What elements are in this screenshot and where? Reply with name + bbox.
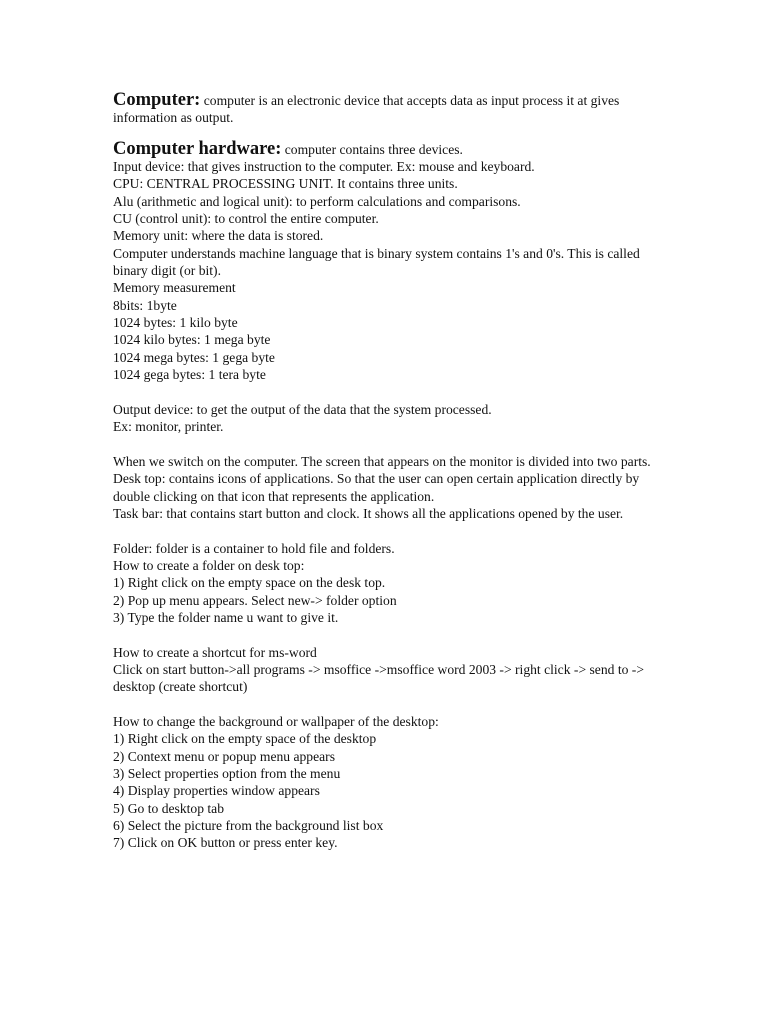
hardware-line: 1024 kilo bytes: 1 mega byte <box>113 332 271 348</box>
wallpaper-line: 3) Select properties option from the menu <box>113 766 341 782</box>
folder-line: 1) Right click on the empty space on the desk top. <box>113 575 386 591</box>
hardware-line: 1024 bytes: 1 kilo byte <box>113 315 238 331</box>
computer-definition: computer is an electronic device that accepts data as input process it at gives information as output. <box>113 93 620 126</box>
computer-heading: Computer: <box>113 90 201 110</box>
screen-line: Task bar: that contains start button and clock. It shows all the applications opened by the user. <box>113 505 624 521</box>
shortcut-line: How to create a shortcut for ms-word <box>113 644 317 660</box>
wallpaper-line: 5) Go to desktop tab <box>113 800 225 816</box>
output-line: Output device: to get the output of the data that the system processed. <box>113 401 492 417</box>
screen-section <box>113 453 653 522</box>
folder-line: Folder: folder is a container to hold file and folders. <box>113 540 395 556</box>
hardware-line: Memory unit: where the data is stored. <box>113 228 324 244</box>
wallpaper-line: How to change the background or wallpaper of the desktop: <box>113 714 439 730</box>
folder-section <box>113 540 653 627</box>
hardware-line: CPU: CENTRAL PROCESSING UNIT. It contains three units. <box>113 176 458 192</box>
hardware-line: 1024 gega bytes: 1 tera byte <box>113 367 266 383</box>
shortcut-section <box>113 644 653 696</box>
document-page <box>113 92 653 852</box>
folder-line: How to create a folder on desk top: <box>113 557 305 573</box>
hardware-line: 1024 mega bytes: 1 gega byte <box>113 349 275 365</box>
hardware-line: Memory measurement <box>113 280 236 296</box>
spacer <box>113 696 653 713</box>
spacer <box>113 522 653 539</box>
hardware-heading: Computer hardware: <box>113 138 282 159</box>
spacer <box>113 384 653 401</box>
wallpaper-section <box>113 713 653 852</box>
wallpaper-line: 2) Context menu or popup menu appears <box>113 748 335 764</box>
output-line: Ex: monitor, printer. <box>113 419 224 435</box>
hardware-intro: computer contains three devices. <box>281 141 463 157</box>
wallpaper-line: 6) Select the picture from the background list box <box>113 818 384 834</box>
hardware-section <box>113 158 653 383</box>
wallpaper-line: 1) Right click on the empty space of the desktop <box>113 731 377 747</box>
hardware-heading-line <box>113 138 653 159</box>
spacer <box>113 436 653 453</box>
shortcut-line: Click on start button->all programs -> msoffice ->msoffice word 2003 -> right click -> send to -> desktop (create shortcut) <box>113 662 644 695</box>
screen-line: When we switch on the computer. The screen that appears on the monitor is divided into two parts. <box>113 453 651 469</box>
folder-line: 3) Type the folder name u want to give it. <box>113 609 339 625</box>
hardware-line: Alu (arithmetic and logical unit): to perform calculations and comparisons. <box>113 193 521 209</box>
spacer <box>113 626 653 643</box>
wallpaper-line: 4) Display properties window appears <box>113 783 320 799</box>
hardware-line: 8bits: 1byte <box>113 297 177 313</box>
wallpaper-line: 7) Click on OK button or press enter key. <box>113 835 338 851</box>
screen-line: Desk top: contains icons of applications. So that the user can open certain application directly by double clicking on that icon that represents the application. <box>113 471 640 504</box>
output-section <box>113 401 653 436</box>
hardware-line: CU (control unit): to control the entire computer. <box>113 211 379 227</box>
hardware-line: Computer understands machine language that is binary system contains 1's and 0's. This is called binary digit (or bit). <box>113 245 640 279</box>
folder-line: 2) Pop up menu appears. Select new-> folder option <box>113 592 397 608</box>
intro-paragraph <box>113 92 653 127</box>
hardware-line: Input device: that gives instruction to the computer. Ex: mouse and keyboard. <box>113 159 535 175</box>
